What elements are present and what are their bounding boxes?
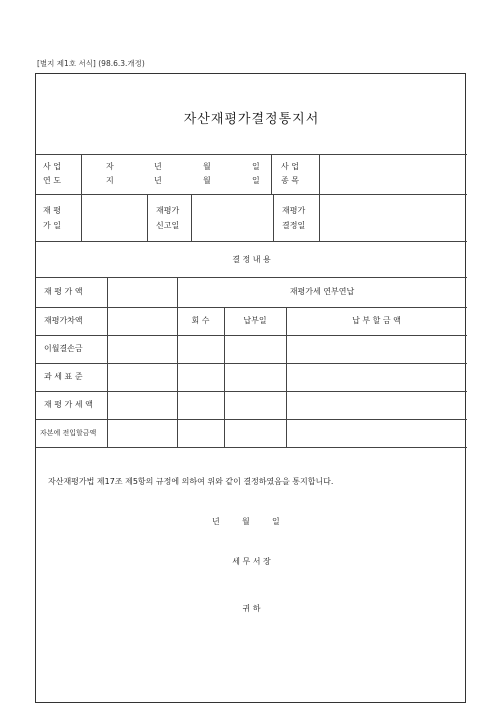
form-title: 자산재평가결정통지서 [183, 112, 320, 127]
to-day-label: 일 [252, 176, 260, 185]
business-type-label: 사 업 [281, 162, 299, 171]
installment-title: 재평가세 연부연납 [289, 287, 355, 296]
reval-date-label: 재 평 [43, 206, 61, 215]
tax-base-label: 과 세 표 준 [44, 372, 83, 381]
installment-due-date-header: 납부일 [243, 316, 267, 325]
reval-amount-label: 재 평 가 액 [44, 287, 83, 296]
recipient: 귀 하 [242, 604, 261, 613]
section-title: 결 정 내 용 [232, 255, 271, 264]
decision-date-label: 재평가 [282, 206, 306, 215]
to-label: 지 [106, 176, 114, 185]
installment-count-header: 회 수 [191, 316, 210, 325]
decision-date-label-2: 결정일 [282, 221, 306, 230]
carryover-loss-label: 이월결손금 [44, 344, 83, 353]
notice-month-label: 월 [242, 517, 250, 526]
from-label: 자 [106, 162, 114, 171]
business-type-label-2: 종 목 [281, 176, 299, 185]
from-year-label: 년 [154, 162, 162, 171]
reval-date-label-2: 가 일 [43, 221, 61, 230]
issuer: 세 무 서 장 [232, 557, 271, 566]
report-date-label: 재평가 [156, 206, 180, 215]
to-month-label: 월 [203, 176, 211, 185]
business-year-label-2: 연 도 [43, 176, 61, 185]
notice-form [35, 73, 466, 703]
to-year-label: 년 [154, 176, 162, 185]
report-date-label-2: 신고일 [156, 221, 180, 230]
reval-tax-label: 재 평 가 세 액 [44, 400, 93, 409]
capital-transfer-label: 자본에 전입할금액 [40, 429, 97, 437]
reval-diff-label: 재평가차액 [44, 316, 83, 325]
notice-day-label: 일 [272, 517, 280, 526]
business-year-label: 사 업 [43, 162, 61, 171]
from-month-label: 월 [203, 162, 211, 171]
form-code: [별지 제1호 서식] (98.6.3.개정) [37, 59, 145, 68]
from-day-label: 일 [252, 162, 260, 171]
installment-amount-header: 납 부 할 금 액 [352, 316, 401, 325]
notice-text: 자산재평가법 제17조 제5항의 규정에 의하여 위와 같이 결정하였음을 통지합니다. [48, 477, 334, 486]
notice-year-label: 년 [212, 517, 220, 526]
